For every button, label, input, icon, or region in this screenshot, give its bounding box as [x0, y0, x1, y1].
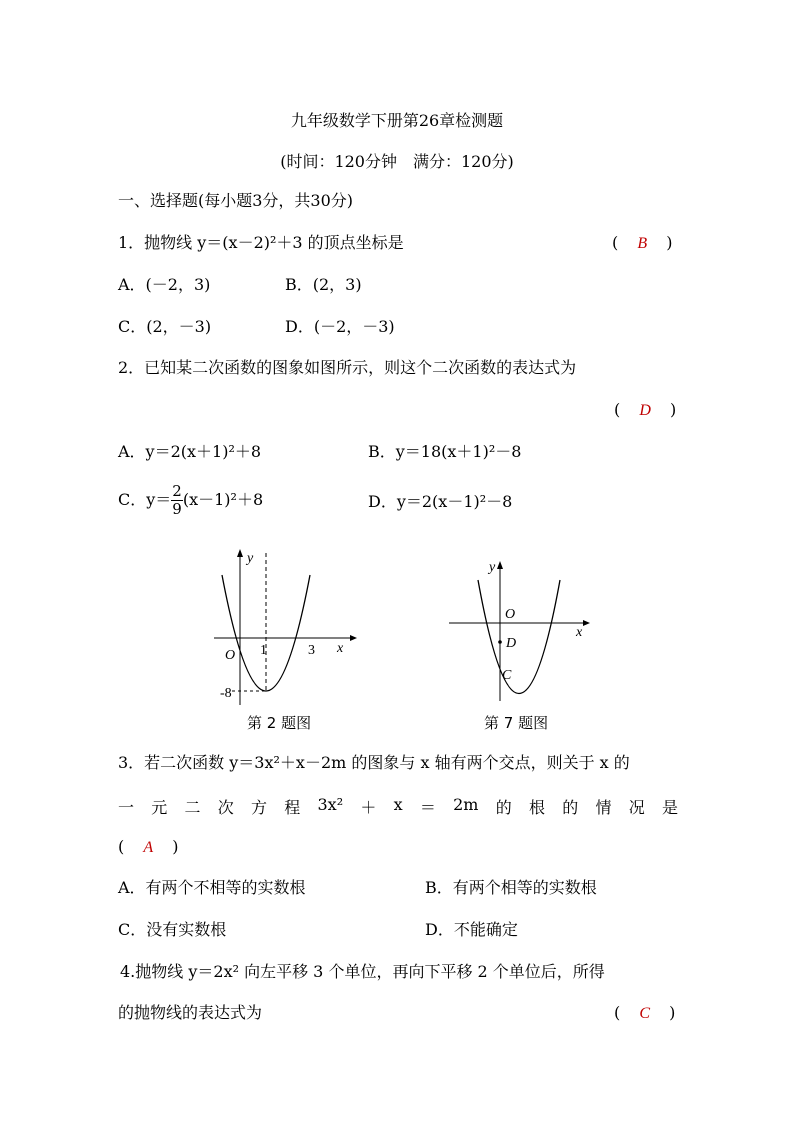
parabola: [478, 580, 560, 694]
q1-stem: 1．抛物线 y＝(x－2)²＋3 的顶点坐标是: [118, 233, 404, 252]
paren-close: ): [172, 837, 179, 856]
paren-close: ): [666, 233, 673, 252]
q3-option-b: B．有两个相等的实数根: [425, 878, 597, 897]
origin-label: O: [505, 607, 516, 622]
q2-option-b: B．y＝18(x＋1)²－8: [368, 442, 522, 461]
tick-label-neg8: -8: [220, 686, 232, 701]
paren-open: (: [614, 400, 621, 419]
q3-option-d: D．不能确定: [425, 920, 518, 939]
paren-close: ): [670, 400, 677, 419]
word: 二: [184, 798, 201, 817]
paren-open: (: [612, 233, 619, 252]
q2-option-c-suffix: (x－1)²＋8: [182, 490, 264, 509]
q1-option-d: D．(－2，－3): [285, 317, 395, 336]
section-heading: 一、选择题(每小题3分，共30分): [118, 191, 354, 210]
x-label: x: [337, 641, 344, 656]
q3-option-a: A．有两个不相等的实数根: [118, 878, 306, 897]
q1-option-b: B．(2，3): [285, 275, 362, 294]
point-d: [498, 640, 502, 644]
q2-stem: 2．已知某二次函数的图象如图所示，则这个二次函数的表达式为: [118, 358, 577, 377]
y-axis-arrow-icon: [497, 561, 503, 569]
x-axis-arrow-icon: [350, 635, 357, 641]
page-title: 九年级数学下册第26章检测题: [290, 111, 504, 130]
q2-answer-bracket: [614, 400, 676, 420]
y-axis-arrow-icon: [237, 549, 243, 557]
origin-label: O: [225, 648, 236, 663]
word: 况: [628, 798, 645, 817]
word: 是: [661, 798, 678, 817]
word: 的: [495, 798, 512, 817]
word: 方: [251, 798, 268, 817]
figure-q7-graph: [445, 555, 595, 705]
fraction-denominator: 9: [172, 500, 182, 518]
paren-close: ): [669, 1003, 676, 1022]
q2-answer: D: [639, 402, 651, 419]
q3-stem-line1: 3．若二次函数 y＝3x²＋x－2m 的图象与 x 轴有两个交点，则关于 x 的: [118, 753, 630, 772]
q1-answer-bracket: [612, 233, 672, 253]
page-subtitle: (时间：120分钟 满分：120分): [280, 152, 514, 171]
tick-label-1: 1: [260, 643, 267, 658]
word: 次: [217, 798, 234, 817]
q3-answer-bracket: [118, 837, 178, 857]
word: 一: [118, 798, 135, 817]
figure-q2-caption: 第 2 题图: [247, 714, 312, 732]
paren-open: (: [614, 1003, 621, 1022]
word: 2m: [453, 795, 479, 814]
q3-stem-line2: [118, 795, 678, 818]
point-c-label: C: [502, 668, 512, 683]
q2-option-c-prefix: C．y＝: [118, 490, 172, 509]
fraction: [171, 483, 183, 518]
figure-q7-caption: 第 7 题图: [484, 714, 549, 732]
q2-option-c: [118, 482, 263, 518]
q1-option-c: C．(2，－3): [118, 317, 212, 336]
q4-stem-line2: 的抛物线的表达式为: [118, 1003, 263, 1022]
word: 3x²: [317, 795, 344, 814]
q3-answer: A: [143, 839, 154, 856]
q2-option-a: A．y＝2(x＋1)²＋8: [118, 442, 262, 461]
word: ＝: [419, 798, 436, 817]
word: ＋: [360, 798, 377, 817]
q1-answer: B: [637, 235, 648, 252]
word: 的: [562, 798, 579, 817]
fraction-numerator: 2: [172, 482, 182, 500]
q2-option-d: D．y＝2(x－1)²－8: [368, 492, 513, 511]
paren-open: (: [118, 837, 125, 856]
q3-option-c: C．没有实数根: [118, 920, 227, 939]
q4-stem-line1: 4.抛物线 y＝2x² 向左平移 3 个单位，再向下平移 2 个单位后，所得: [120, 962, 605, 981]
figure-q2-graph: [210, 545, 360, 710]
x-axis-arrow-icon: [583, 620, 590, 626]
q4-answer-bracket: [614, 1003, 675, 1023]
word: 元: [151, 798, 168, 817]
word: 情: [595, 798, 612, 817]
point-d-label: D: [506, 636, 517, 651]
word: 根: [528, 798, 545, 817]
word: x: [393, 795, 403, 814]
q4-answer: C: [639, 1005, 651, 1022]
tick-label-3: 3: [308, 643, 315, 658]
y-label: y: [247, 551, 254, 566]
word: 程: [284, 798, 301, 817]
y-label: y: [489, 560, 496, 575]
q1-option-a: A．(－2，3): [118, 275, 211, 294]
x-label: x: [576, 625, 583, 640]
